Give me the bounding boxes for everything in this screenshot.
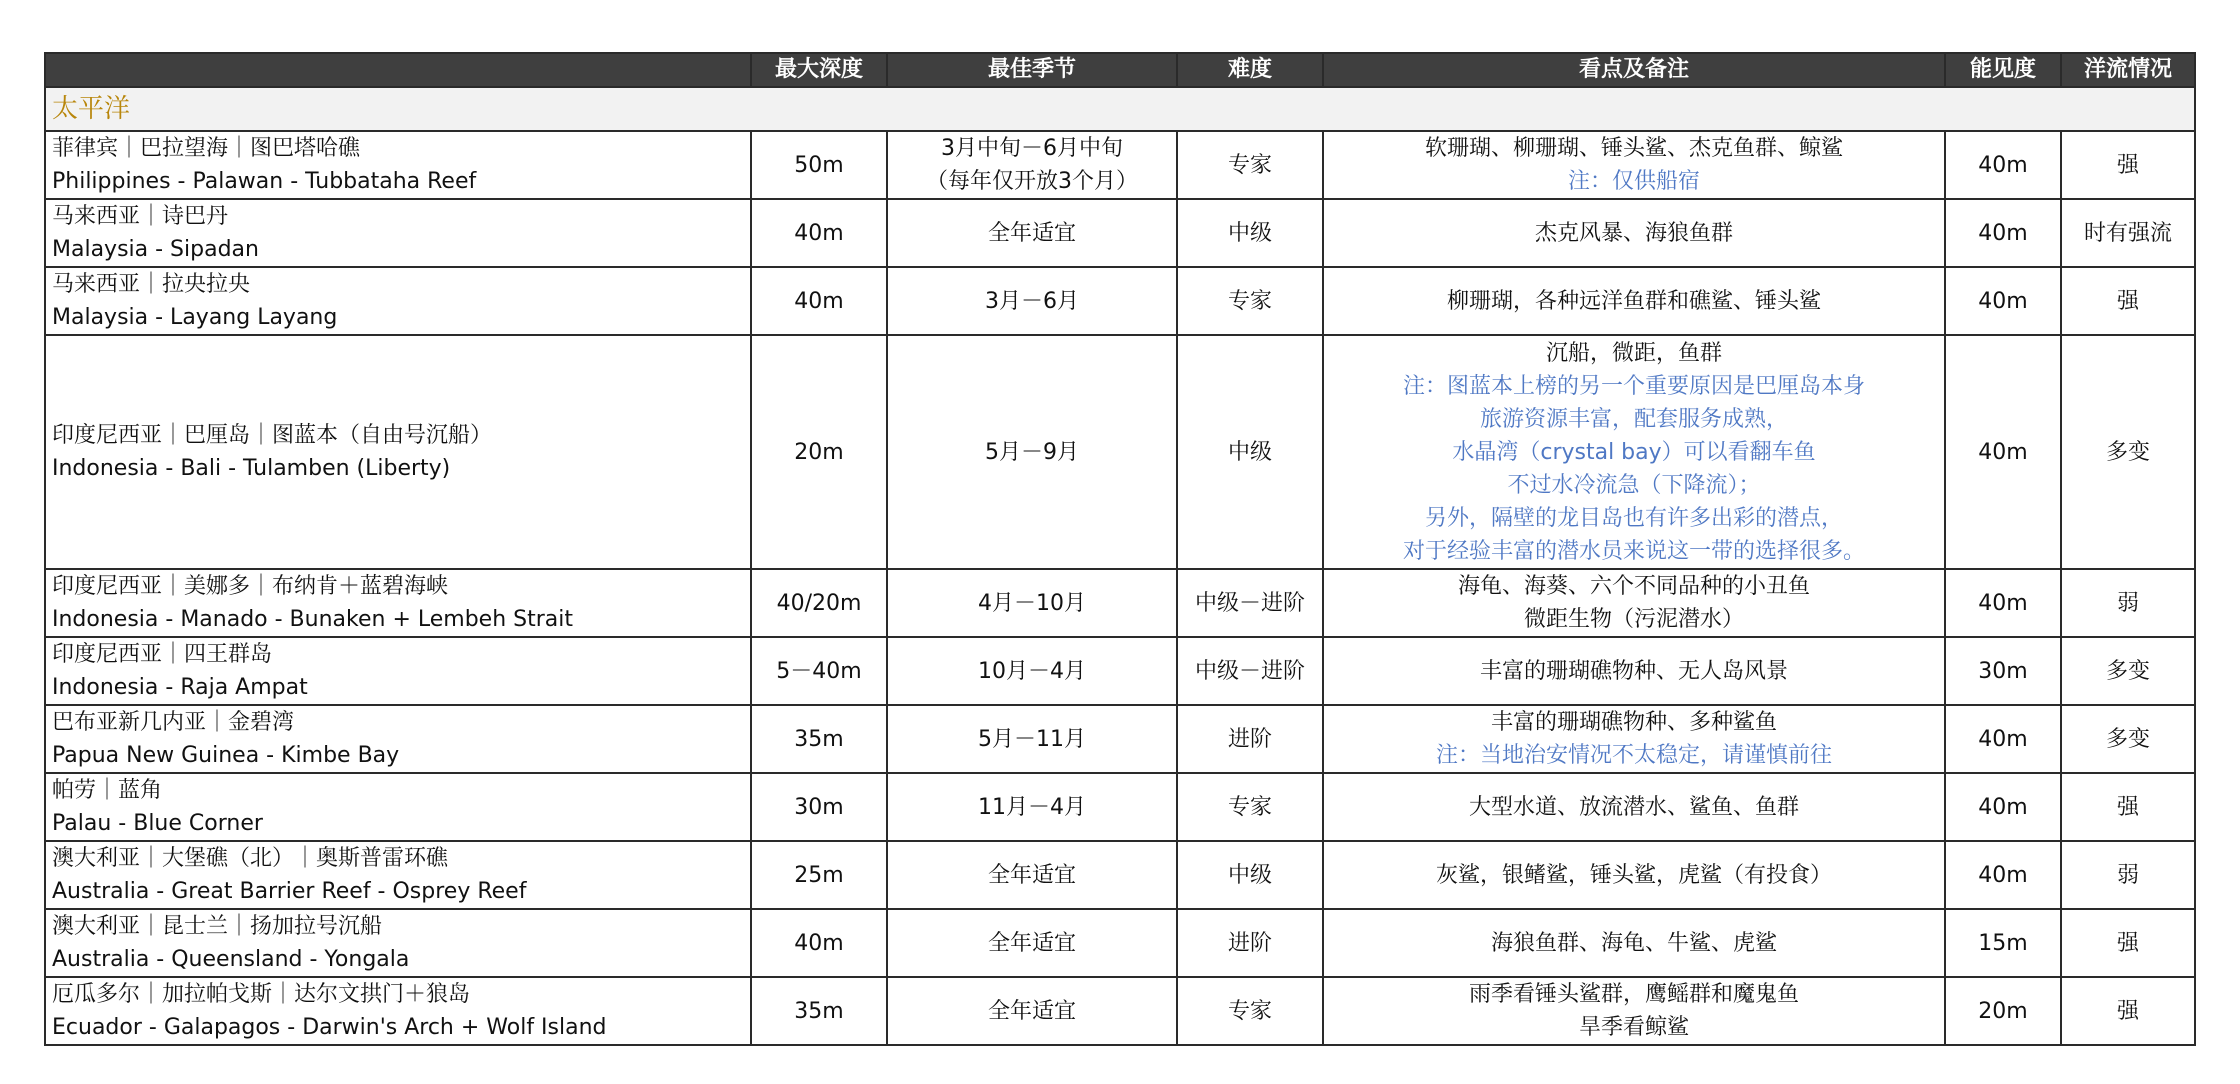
season-line: 3月中旬－6月中旬 [941, 136, 1123, 161]
note-line: 水晶湾（crystal bay）可以看翻车鱼 [1452, 439, 1816, 465]
location-name-cn: 印度尼西亚｜四王群岛 [52, 642, 273, 667]
difficulty-value: 专家 [1227, 152, 1272, 178]
current-value: 强 [2116, 930, 2139, 956]
table-row [45, 569, 2195, 637]
max-depth-cell [751, 977, 887, 1045]
highlight-line: 杰克风暴、海狼鱼群 [1534, 220, 1733, 246]
visibility-cell [1945, 199, 2061, 267]
highlights-cell [1323, 335, 1945, 569]
header-max-depth: 最大深度 [751, 53, 887, 87]
location-name-cn: 澳大利亚｜大堡礁（北）｜奥斯普雷环礁 [52, 846, 449, 871]
current-cell [2061, 977, 2195, 1045]
difficulty-cell [1177, 199, 1323, 267]
highlights-cell [1323, 569, 1945, 637]
visibility-cell [1945, 909, 2061, 977]
table-row [45, 909, 2195, 977]
note-line: 注：图蓝本上榜的另一个重要原因是巴厘岛本身 [1402, 373, 1865, 399]
visibility-value: 40m [1978, 439, 2028, 465]
max-depth-value: 35m [794, 726, 844, 752]
highlight-line: 柳珊瑚，各种远洋鱼群和礁鲨、锤头鲨 [1446, 288, 1821, 314]
visibility-cell [1945, 637, 2061, 705]
max-depth-value: 40m [794, 288, 844, 314]
location-cell [45, 335, 751, 569]
current-value: 强 [2116, 152, 2139, 178]
location-name-en: Indonesia - Manado - Bunaken + Lembeh Strait [52, 607, 573, 632]
visibility-value: 40m [1978, 794, 2028, 820]
table-row [45, 705, 2195, 773]
location-name-cn: 印度尼西亚｜巴厘岛｜图蓝本（自由号沉船） [52, 423, 493, 448]
highlight-line: 灰鲨，银鳍鲨，锤头鲨，虎鲨（有投食） [1435, 862, 1832, 888]
location-name-en: Ecuador - Galapagos - Darwin's Arch + Wolf Island [52, 1015, 607, 1040]
highlights-cell [1323, 773, 1945, 841]
max-depth-cell [751, 335, 887, 569]
location-name-cn: 菲律宾｜巴拉望海｜图巴塔哈礁 [52, 136, 361, 161]
note-line: 注：当地治安情况不太稳定，请谨慎前往 [1435, 743, 1832, 768]
location-cell [45, 705, 751, 773]
highlights-cell [1323, 637, 1945, 705]
visibility-cell [1945, 977, 2061, 1045]
location-name-en: Indonesia - Bali - Tulamben (Liberty) [52, 456, 451, 481]
visibility-value: 20m [1978, 998, 2028, 1024]
current-value: 多变 [2105, 658, 2150, 684]
location-name-cn: 马来西亚｜诗巴丹 [52, 204, 229, 229]
location-name-en: Australia - Queensland - Yongala [52, 947, 410, 972]
highlight-line: 丰富的珊瑚礁物种、无人岛风景 [1479, 658, 1788, 684]
best-season-cell [887, 841, 1177, 909]
location-cell [45, 773, 751, 841]
header-best-season: 最佳季节 [887, 53, 1177, 87]
visibility-cell [1945, 705, 2061, 773]
season-line: 全年适宜 [987, 998, 1076, 1024]
table-row [45, 841, 2195, 909]
location-cell [45, 569, 751, 637]
header-row [45, 53, 2195, 87]
max-depth-value: 25m [794, 862, 844, 888]
difficulty-value: 中级－进阶 [1194, 590, 1305, 616]
location-name-en: Philippines - Palawan - Tubbataha Reef [52, 169, 477, 194]
current-cell [2061, 637, 2195, 705]
highlight-line: 沉船，微距，鱼群 [1545, 340, 1722, 366]
table-row [45, 199, 2195, 267]
season-line: 5月－9月 [985, 439, 1079, 465]
current-cell [2061, 705, 2195, 773]
current-cell [2061, 131, 2195, 199]
current-value: 时有强流 [2083, 220, 2172, 246]
location-cell [45, 977, 751, 1045]
max-depth-value: 40m [794, 220, 844, 246]
current-cell [2061, 267, 2195, 335]
table-row [45, 637, 2195, 705]
highlights-cell [1323, 977, 1945, 1045]
season-line: 10月－4月 [978, 658, 1086, 684]
current-value: 弱 [2116, 862, 2139, 888]
max-depth-value: 20m [794, 439, 844, 465]
max-depth-cell [751, 841, 887, 909]
difficulty-cell [1177, 977, 1323, 1045]
max-depth-value: 30m [794, 794, 844, 820]
max-depth-cell [751, 773, 887, 841]
header-location [45, 53, 751, 87]
highlight-line: 雨季看锤头鲨群，鹰鳐群和魔鬼鱼 [1468, 982, 1799, 1007]
season-line: （每年仅开放3个月） [926, 169, 1138, 194]
location-name-cn: 巴布亚新几内亚｜金碧湾 [52, 710, 295, 735]
location-cell [45, 909, 751, 977]
highlights-cell [1323, 705, 1945, 773]
visibility-value: 40m [1978, 726, 2028, 752]
header-current: 洋流情况 [2061, 53, 2195, 87]
location-cell [45, 841, 751, 909]
difficulty-cell [1177, 131, 1323, 199]
max-depth-cell [751, 909, 887, 977]
location-cell [45, 267, 751, 335]
note-line: 另外，隔壁的龙目岛也有许多出彩的潜点， [1424, 505, 1843, 531]
best-season-cell [887, 637, 1177, 705]
current-value: 强 [2116, 998, 2139, 1024]
visibility-cell [1945, 841, 2061, 909]
highlights-cell [1323, 131, 1945, 199]
location-name-cn: 澳大利亚｜昆士兰｜扬加拉号沉船 [52, 914, 383, 939]
current-value: 强 [2116, 794, 2139, 820]
best-season-cell [887, 131, 1177, 199]
dive-site-table-container [44, 52, 2194, 1046]
visibility-cell [1945, 267, 2061, 335]
current-value: 多变 [2105, 439, 2150, 465]
current-cell [2061, 909, 2195, 977]
table-row [45, 131, 2195, 199]
best-season-cell [887, 569, 1177, 637]
region-row [45, 87, 2195, 131]
best-season-cell [887, 773, 1177, 841]
highlight-line: 海狼鱼群、海龟、牛鲨、虎鲨 [1490, 930, 1777, 956]
current-cell [2061, 335, 2195, 569]
note-line: 不过水冷流急（下降流）； [1507, 472, 1761, 498]
difficulty-value: 专家 [1227, 794, 1272, 820]
location-name-en: Palau - Blue Corner [52, 811, 263, 836]
difficulty-value: 中级－进阶 [1194, 658, 1305, 684]
max-depth-cell [751, 569, 887, 637]
table-row [45, 773, 2195, 841]
current-value: 强 [2116, 288, 2139, 314]
max-depth-value: 40/20m [776, 590, 862, 616]
max-depth-value: 40m [794, 930, 844, 956]
highlights-cell [1323, 199, 1945, 267]
note-line: 旅游资源丰富，配套服务成熟， [1479, 406, 1788, 432]
dive-site-table [44, 52, 2196, 1046]
season-line: 3月－6月 [985, 288, 1079, 314]
difficulty-cell [1177, 267, 1323, 335]
max-depth-cell [751, 131, 887, 199]
best-season-cell [887, 705, 1177, 773]
highlight-line: 大型水道、放流潜水、鲨鱼、鱼群 [1468, 794, 1799, 820]
current-cell [2061, 569, 2195, 637]
visibility-cell [1945, 569, 2061, 637]
region-label: 太平洋 [45, 87, 2195, 131]
season-line: 5月－11月 [978, 726, 1086, 752]
visibility-cell [1945, 131, 2061, 199]
location-cell [45, 131, 751, 199]
visibility-value: 40m [1978, 220, 2028, 246]
table-row [45, 977, 2195, 1045]
max-depth-value: 5－40m [776, 658, 862, 684]
difficulty-cell [1177, 637, 1323, 705]
highlight-line: 软珊瑚、柳珊瑚、锤头鲨、杰克鱼群、鲸鲨 [1424, 136, 1843, 161]
highlight-line: 旱季看鲸鲨 [1578, 1015, 1689, 1040]
season-line: 全年适宜 [987, 930, 1076, 956]
difficulty-value: 进阶 [1227, 726, 1272, 752]
visibility-value: 40m [1978, 862, 2028, 888]
highlights-cell [1323, 841, 1945, 909]
current-cell [2061, 841, 2195, 909]
difficulty-value: 中级 [1227, 220, 1272, 246]
current-value: 多变 [2105, 726, 2150, 752]
difficulty-value: 中级 [1227, 439, 1272, 465]
visibility-value: 30m [1978, 658, 2028, 684]
current-value: 弱 [2116, 590, 2139, 616]
best-season-cell [887, 267, 1177, 335]
max-depth-value: 50m [794, 152, 844, 178]
best-season-cell [887, 977, 1177, 1045]
location-name-en: Australia - Great Barrier Reef - Osprey Reef [52, 879, 527, 904]
location-cell [45, 637, 751, 705]
max-depth-cell [751, 199, 887, 267]
season-line: 4月－10月 [978, 590, 1086, 616]
note-line: 注：仅供船宿 [1567, 169, 1700, 194]
season-line: 11月－4月 [978, 794, 1086, 820]
table-row [45, 335, 2195, 569]
best-season-cell [887, 335, 1177, 569]
header-difficulty: 难度 [1177, 53, 1323, 87]
note-line: 对于经验丰富的潜水员来说这一带的选择很多。 [1402, 538, 1865, 564]
season-line: 全年适宜 [987, 220, 1076, 246]
visibility-cell [1945, 335, 2061, 569]
header-highlights: 看点及备注 [1323, 53, 1945, 87]
difficulty-value: 专家 [1227, 998, 1272, 1024]
difficulty-cell [1177, 841, 1323, 909]
location-name-en: Papua New Guinea - Kimbe Bay [52, 743, 400, 768]
location-name-cn: 马来西亚｜拉央拉央 [52, 272, 251, 297]
difficulty-cell [1177, 909, 1323, 977]
location-cell [45, 199, 751, 267]
location-name-cn: 印度尼西亚｜美娜多｜布纳肯＋蓝碧海峡 [52, 574, 449, 599]
header-visibility: 能见度 [1945, 53, 2061, 87]
season-line: 全年适宜 [987, 862, 1076, 888]
best-season-cell [887, 909, 1177, 977]
max-depth-cell [751, 705, 887, 773]
visibility-cell [1945, 773, 2061, 841]
max-depth-value: 35m [794, 998, 844, 1024]
difficulty-value: 中级 [1227, 862, 1272, 888]
location-name-en: Indonesia - Raja Ampat [52, 675, 308, 700]
difficulty-cell [1177, 773, 1323, 841]
difficulty-cell [1177, 705, 1323, 773]
difficulty-value: 进阶 [1227, 930, 1272, 956]
difficulty-value: 专家 [1227, 288, 1272, 314]
location-name-en: Malaysia - Sipadan [52, 237, 259, 262]
difficulty-cell [1177, 569, 1323, 637]
table-row [45, 267, 2195, 335]
best-season-cell [887, 199, 1177, 267]
highlight-line: 微距生物（污泥潜水） [1523, 607, 1744, 632]
location-name-cn: 厄瓜多尔｜加拉帕戈斯｜达尔文拱门＋狼岛 [52, 982, 471, 1007]
location-name-cn: 帕劳｜蓝角 [52, 778, 163, 803]
visibility-value: 40m [1978, 288, 2028, 314]
visibility-value: 15m [1978, 930, 2028, 956]
visibility-value: 40m [1978, 152, 2028, 178]
difficulty-cell [1177, 335, 1323, 569]
highlights-cell [1323, 909, 1945, 977]
current-cell [2061, 773, 2195, 841]
location-name-en: Malaysia - Layang Layang [52, 305, 338, 330]
highlight-line: 丰富的珊瑚礁物种、多种鲨鱼 [1490, 710, 1777, 735]
max-depth-cell [751, 267, 887, 335]
highlight-line: 海龟、海葵、六个不同品种的小丑鱼 [1457, 574, 1810, 599]
highlights-cell [1323, 267, 1945, 335]
max-depth-cell [751, 637, 887, 705]
visibility-value: 40m [1978, 590, 2028, 616]
current-cell [2061, 199, 2195, 267]
